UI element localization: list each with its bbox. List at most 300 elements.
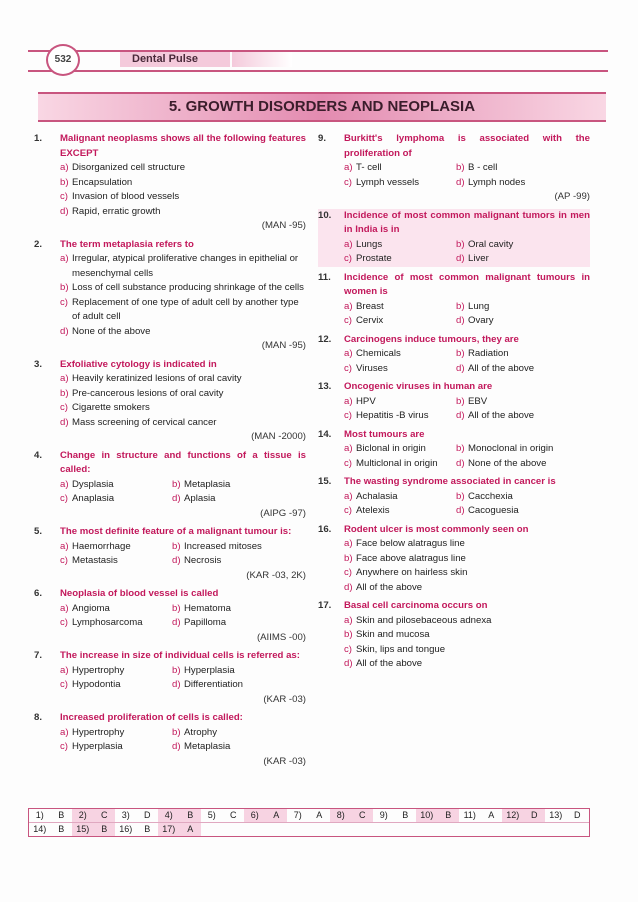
option-text: Breast [356,300,384,312]
option [456,176,590,191]
option-text: Pre-cancerous lesions of oral cavity [72,387,224,399]
option-letter: b) [172,540,181,552]
option-letter: c) [344,457,352,469]
answer-number: 15) [72,823,94,836]
option-letter: d) [60,205,69,217]
option-letter: d) [172,679,181,690]
question-stem [318,209,590,238]
question-stem [318,380,590,395]
answer-number: 16) [119,824,133,834]
option [60,252,306,281]
option-letter: c) [60,617,68,628]
option [344,442,456,457]
option-text: Lung [468,300,490,312]
option-text: Cervix [356,315,384,326]
option-text: All of the above [468,410,535,421]
option-letter: a) [344,538,353,549]
question-item [318,523,590,596]
options [344,238,590,267]
option-text: Hematoma [184,602,231,614]
option-letter: a) [60,162,69,173]
exam-source: (AIIMS -00) [256,631,306,643]
option-letter: a) [60,253,69,264]
option-text: Hypertrophy [72,726,125,738]
option-text: All of the above [468,362,535,374]
question-item [318,475,590,519]
answer-letter: A [180,823,202,836]
option-text: Skin, lips and tongue [356,643,446,655]
answer-number: 3) [121,810,130,820]
option-text: Haemorrhage [72,540,131,552]
option [172,740,306,755]
question-stem [34,525,306,540]
answer-letter: C [94,809,116,822]
question-item [34,132,306,234]
option-text: Achalasia [356,490,398,502]
options [344,614,590,672]
question-number: 17. [318,600,332,611]
option-letter: c) [344,567,352,578]
option [456,252,590,267]
options [344,537,590,595]
option-letter: b) [60,176,69,188]
answer-number: 13) [549,810,563,820]
answer-letter: C [230,810,237,820]
options [344,347,590,376]
question-number: 11. [318,271,331,283]
question-item [318,380,590,424]
option [456,300,590,315]
option-letter: b) [344,629,353,640]
option-text: Skin and mucosa [356,629,430,640]
option-text: Cigarette smokers [72,402,150,413]
question-item [34,449,306,522]
option [344,176,456,191]
option [60,478,172,493]
option-letter: c) [344,643,352,655]
chapter-title: 5. GROWTH DISORDERS AND NEOPLASIA [38,92,606,122]
option-letter: b) [172,726,181,738]
option [172,616,306,631]
question-number: 15. [318,476,332,487]
option-letter: c) [344,253,352,264]
answer-number: 5) [207,810,216,820]
option [456,238,590,253]
option [344,457,456,472]
question-number: 4. [34,449,43,461]
option-text: Lymphosarcoma [72,617,143,628]
option [60,616,172,631]
question-stem [318,271,590,300]
option-text: Viruses [356,362,388,374]
option [60,740,172,755]
option [456,161,590,176]
exam-source: (KAR -03, 2K) [246,569,306,581]
option-text: Papilloma [184,617,227,628]
option-text: Ovary [468,315,494,326]
option-text: Metaplasia [184,741,231,752]
option-letter: a) [60,664,69,676]
option [344,628,590,643]
answer-letter: D [524,809,546,822]
answer-number: 7) [293,810,302,820]
option-text: B - cell [468,162,498,173]
options [60,664,306,693]
option-letter: a) [60,373,69,384]
option [456,347,590,362]
answer-number: 6) [244,809,266,822]
option [172,540,306,555]
option [344,581,590,596]
option-text: None of the above [72,325,151,337]
answer-number: 8) [330,809,352,822]
option-letter: a) [344,348,353,359]
question-item [34,649,306,707]
option-letter: c) [60,555,68,566]
option-letter: d) [456,362,465,374]
question-number: 3. [34,358,43,370]
option-text: Disorganized cell structure [72,162,186,173]
question-number: 7. [34,650,43,661]
option-text: Biclonal in origin [356,443,426,454]
question-text: Oncogenic viruses in human are [344,381,493,392]
question-stem [34,238,306,253]
options [60,252,306,339]
option-letter: d) [344,658,353,669]
question-item [34,358,306,445]
option-text: EBV [468,395,488,407]
option-text: Atrophy [184,726,218,738]
question-item [318,333,590,377]
option-letter: a) [344,443,353,454]
option-text: Increased mitoses [184,540,262,552]
question-number: 6. [34,588,43,599]
options [60,602,306,631]
option-text: Irregular, atypical proliferative changes in epithelial or mesenchymal cells [72,253,299,279]
option-text: Encapsulation [72,176,133,188]
option-letter: d) [456,176,465,188]
answer-letter: B [58,824,65,834]
option-letter: d) [456,315,465,326]
answer-letter: B [144,824,151,834]
option-letter: b) [456,348,465,359]
option [344,537,590,552]
option-letter: a) [60,602,69,614]
option [60,602,172,617]
option-letter: a) [344,614,353,626]
option [172,478,306,493]
exam-source: (MAN -95) [261,340,306,351]
question-text: The most definite feature of a malignant tumour is: [60,526,292,537]
option-text: Hepatitis -B virus [356,410,429,421]
options [60,540,306,569]
answer-number: 11) [463,810,476,820]
option [344,643,590,658]
question-text: Exfoliative cytology is indicated in [60,358,217,370]
option-text: Face above alatragus line [356,552,466,564]
option-text: Aplasia [184,493,216,504]
options [344,395,590,424]
option [456,362,590,377]
options [344,442,590,471]
question-item [34,711,306,769]
option-text: Monoclonal in origin [468,443,554,454]
question-text: Change in structure and functions of a tissue is called: [60,449,306,475]
option-text: Anaplasia [72,493,115,504]
answer-letter: D [144,810,151,820]
option-letter: a) [344,300,353,312]
option-text: Heavily keratinized lesions of oral cavity [72,373,242,384]
answer-number: 2) [72,809,94,822]
option-letter: b) [60,282,69,293]
option-text: Skin and pilosebaceous adnexa [356,614,492,626]
answer-letter: B [402,810,409,820]
question-text: The increase in size of individual cells is referred as: [60,650,300,661]
question-number: 5. [34,526,43,537]
option [172,554,306,569]
question-stem [34,711,306,726]
option [172,678,306,693]
option-text: Metastasis [72,555,118,566]
option [344,252,456,267]
question-text: Neoplasia of blood vessel is called [60,588,219,599]
option [344,566,590,581]
question-text: Incidence of most common malignant tumors in men in India is in [344,209,590,235]
option-letter: b) [344,552,353,564]
option [172,664,306,679]
option [60,325,306,340]
option-text: All of the above [356,581,423,593]
option-letter: b) [172,664,181,676]
option-letter: a) [60,540,69,552]
option-letter: c) [60,679,68,690]
option [60,190,306,205]
question-stem [34,649,306,664]
option-text: Hypodontia [72,679,121,690]
option-letter: c) [60,191,68,202]
question-stem [318,428,590,443]
option [60,554,172,569]
option-text: Lymph vessels [356,176,420,188]
option [344,395,456,410]
option [60,281,306,296]
option [344,614,590,629]
option-letter: c) [344,505,352,516]
option-text: Multiclonal in origin [356,457,438,469]
option [60,678,172,693]
answer-key-row [29,823,589,836]
question-number: 2. [34,238,43,250]
question-number: 10. [318,209,332,221]
question-number: 9. [318,133,327,144]
option-letter: d) [172,555,181,566]
question-item [318,132,590,205]
option [344,362,456,377]
options [60,726,306,755]
option [172,492,306,507]
option-text: Lymph nodes [468,176,526,188]
answer-number: 1) [35,810,44,820]
exam-source: (MAN -2000) [251,431,306,442]
option [60,726,172,741]
option [172,726,306,741]
option-letter: d) [172,617,181,628]
answer-number: 10) [416,809,438,822]
option-letter: d) [456,457,465,469]
option [344,657,590,672]
answer-letter: C [352,809,374,822]
option [344,552,590,567]
answer-letter: A [488,810,495,820]
option-letter: c) [60,493,68,504]
option-text: Loss of cell substance producing shrinkage of the cells [72,282,304,293]
option-letter: b) [456,300,465,312]
option [60,416,306,431]
question-text: Malignant neoplasms shows all the following features EXCEPT [60,133,306,159]
question-stem [34,132,306,161]
option-text: Lungs [356,238,383,250]
question-stem [318,333,590,348]
option [60,176,306,191]
option-text: Cacchexia [468,490,513,502]
option-text: Differentiation [184,679,244,690]
question-text: Incidence of most common malignant tumours in women is [344,271,590,297]
options [60,478,306,507]
question-number: 12. [318,333,332,345]
answer-key [28,808,590,837]
question-text: The term metaplasia refers to [60,238,194,250]
question-text: Burkitt's lymphoma is associated with the proliferation of [344,133,590,159]
option-letter: d) [456,410,465,421]
option [60,372,306,387]
option [456,504,590,519]
question-stem [318,475,590,490]
option [60,492,172,507]
question-text: The wasting syndrome associated in cancer is [344,476,556,487]
option-text: Rapid, erratic growth [72,205,161,217]
option [344,238,456,253]
option-letter: d) [60,416,69,428]
option-text: Replacement of one type of adult cell by another type of adult cell [72,296,299,322]
option-letter: b) [456,443,465,454]
option-letter: d) [456,253,465,264]
option-letter: c) [344,176,352,188]
option [344,300,456,315]
option-letter: a) [344,238,353,250]
option [456,457,590,472]
option [344,490,456,505]
question-stem [34,449,306,478]
option-text: Radiation [468,348,509,359]
option [344,161,456,176]
option-letter: c) [344,362,352,374]
answer-letter: A [266,809,288,822]
exam-source: (MAN -95) [261,220,306,231]
question-number: 8. [34,712,43,723]
option-text: Hyperplasia [72,741,123,752]
question-text: Increased proliferation of cells is called: [60,712,243,723]
exam-source: (AIPG -97) [260,507,306,519]
option [60,205,306,220]
option-letter: d) [344,581,353,593]
question-stem [318,132,590,161]
right-column [318,132,590,676]
question-item [34,525,306,583]
option-text: None of the above [468,457,547,469]
left-column [34,132,306,773]
option-text: Cacoguesia [468,505,519,516]
option-text: Liver [468,253,489,264]
exam-source: (KAR -03) [263,693,306,705]
answer-number: 12) [502,809,524,822]
answer-number: 4) [158,809,180,822]
options [60,372,306,430]
option-text: Prostate [356,253,392,264]
option-letter: c) [344,315,352,326]
option-letter: d) [60,325,69,337]
option-letter: b) [456,238,465,250]
answer-letter: B [58,810,65,820]
option [60,161,306,176]
option-text: Angioma [72,602,110,614]
question-text: Rodent ulcer is most commonly seen on [344,523,529,535]
question-number: 14. [318,428,332,440]
option [60,540,172,555]
question-text: Basal cell carcinoma occurs on [344,600,488,611]
option-text: Anywhere on hairless skin [356,567,468,578]
option-letter: a) [344,490,353,502]
option [456,314,590,329]
options [60,161,306,219]
exam-source: (KAR -03) [263,755,306,767]
answer-letter: D [574,810,581,820]
option-letter: c) [344,410,352,421]
book-brand: Dental Pulse [120,52,230,67]
option-letter: d) [456,505,465,516]
page-number: 532 [46,44,80,76]
option-letter: a) [344,395,353,407]
option [456,395,590,410]
option-text: T- cell [356,162,382,173]
option-letter: c) [60,296,68,308]
option [60,296,306,325]
options [344,161,590,190]
answer-key-row [29,809,589,823]
question-item [318,209,590,267]
option-text: Invasion of blood vessels [72,191,180,202]
option-text: Necrosis [184,555,222,566]
option-letter: d) [172,741,181,752]
question-text: Most tumours are [344,428,425,440]
option [344,314,456,329]
option [344,504,456,519]
option-text: Atelexis [356,505,390,516]
question-number: 13. [318,381,332,392]
option [344,347,456,362]
option-letter: a) [60,726,69,738]
option-text: Metaplasia [184,478,231,490]
option-letter: a) [344,162,353,173]
option-letter: b) [172,602,181,614]
option-letter: d) [172,493,181,504]
option-text: Dysplasia [72,478,114,490]
option-text: Hypertrophy [72,664,125,676]
answer-letter: B [438,809,460,822]
option [60,401,306,416]
exam-source: (AP -99) [554,191,590,202]
option-letter: b) [456,490,465,502]
question-stem [34,587,306,602]
